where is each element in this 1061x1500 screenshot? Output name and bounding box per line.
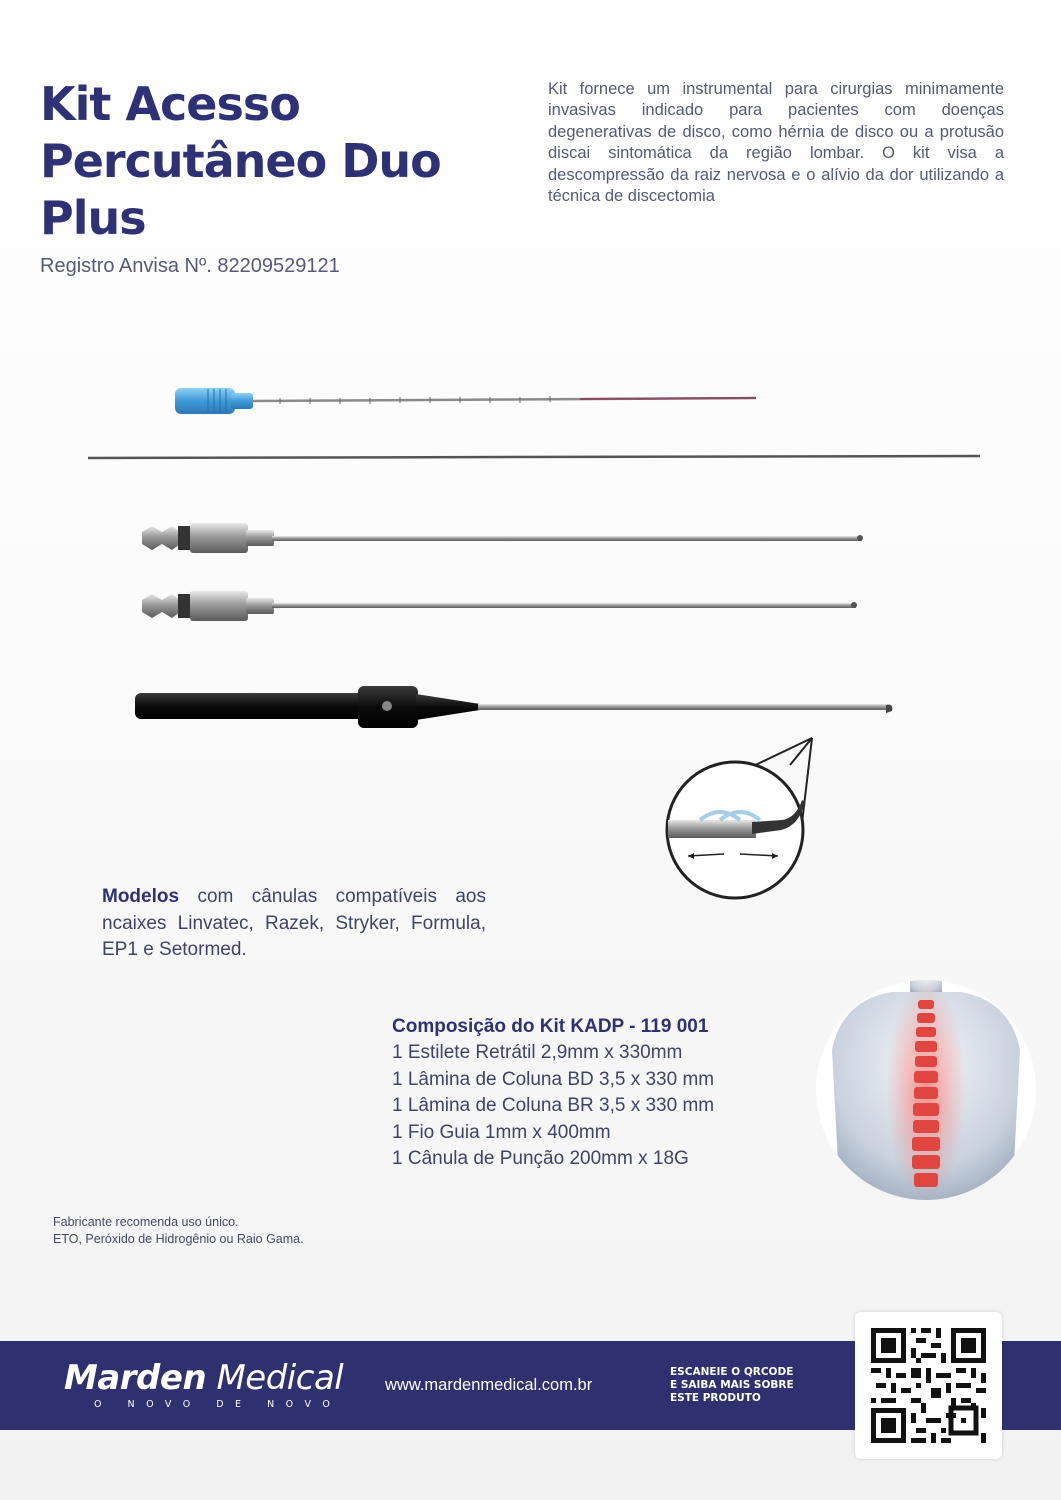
list-item: 1 Cânula de Punção 200mm x 18G — [392, 1148, 689, 1170]
tip-detail-image — [667, 738, 812, 898]
modelos-lead: Modelos — [102, 886, 180, 907]
list-item: 1 Lâmina de Coluna BR 3,5 x 330 mm — [392, 1095, 715, 1117]
kit-composition — [392, 1013, 772, 1173]
product-title: Kit Acesso Percutâneo Duo Plus — [40, 77, 441, 245]
qr-cta-line1: ESCANEIE O QRCODE — [670, 1366, 794, 1378]
list-item: 1 Fio Guia 1mm x 400mm — [392, 1121, 611, 1143]
guidewire-image — [88, 456, 980, 458]
handle-blade-image — [135, 686, 892, 728]
list-item: 1 Estilete Retrátil 2,9mm x 330mm — [392, 1042, 683, 1063]
anvisa-registration: Registro Anvisa Nº. 82209529121 — [40, 255, 340, 277]
modelos-text: com cânulas compatíveis aos ncaixes Linvatec, Razek, Stryker, Formula, EP1 e Setormed. — [102, 886, 486, 960]
cannula-image — [142, 591, 857, 621]
list-item: 1 Lâmina de Coluna BD 3,5 x 330 mm — [392, 1068, 715, 1090]
qr-call-to-action — [670, 1366, 820, 1405]
manufacturer-note — [53, 1214, 413, 1247]
compatible-models-text — [102, 884, 486, 964]
manufacturer-note-line1: Fabricante recomenda uso único. — [53, 1215, 239, 1229]
qr-cta-line2: E SAIBA MAIS SOBRE — [670, 1379, 794, 1391]
composition-title: Composição do Kit KADP - 119 001 — [392, 1016, 709, 1037]
website-link[interactable]: www.mardenmedical.com.br — [385, 1376, 593, 1394]
composition-list — [392, 1040, 772, 1173]
cannula-image — [142, 523, 863, 553]
product-description: Kit fornece um instrumental para cirurgias minimamente invasivas indicado para pacientes com doenças degenerativas de disco, como hérnia de disco ou a protusão discai sintomática da região lombar. O kit visa a descompressão da raiz nervosa e o alívio da dor utilizando a técnica de discectomia — [548, 80, 1004, 206]
qr-code-box[interactable] — [855, 1312, 1002, 1459]
brand-logo — [64, 1358, 344, 1410]
qr-code-icon — [871, 1328, 986, 1443]
brand-name-bold: Marden — [64, 1358, 207, 1398]
brand-tagline: O NOVO DE NOVO — [94, 1399, 342, 1410]
needle-image — [175, 388, 756, 414]
qr-cta-line3: ESTE PRODUTO — [670, 1392, 761, 1404]
spine-illustration — [812, 900, 1040, 1200]
brand-name-light: Medical — [206, 1358, 344, 1398]
instruments-illustration — [0, 360, 1061, 900]
manufacturer-note-line2: ETO, Peróxido de Hidrogênio ou Raio Gama. — [53, 1231, 304, 1246]
